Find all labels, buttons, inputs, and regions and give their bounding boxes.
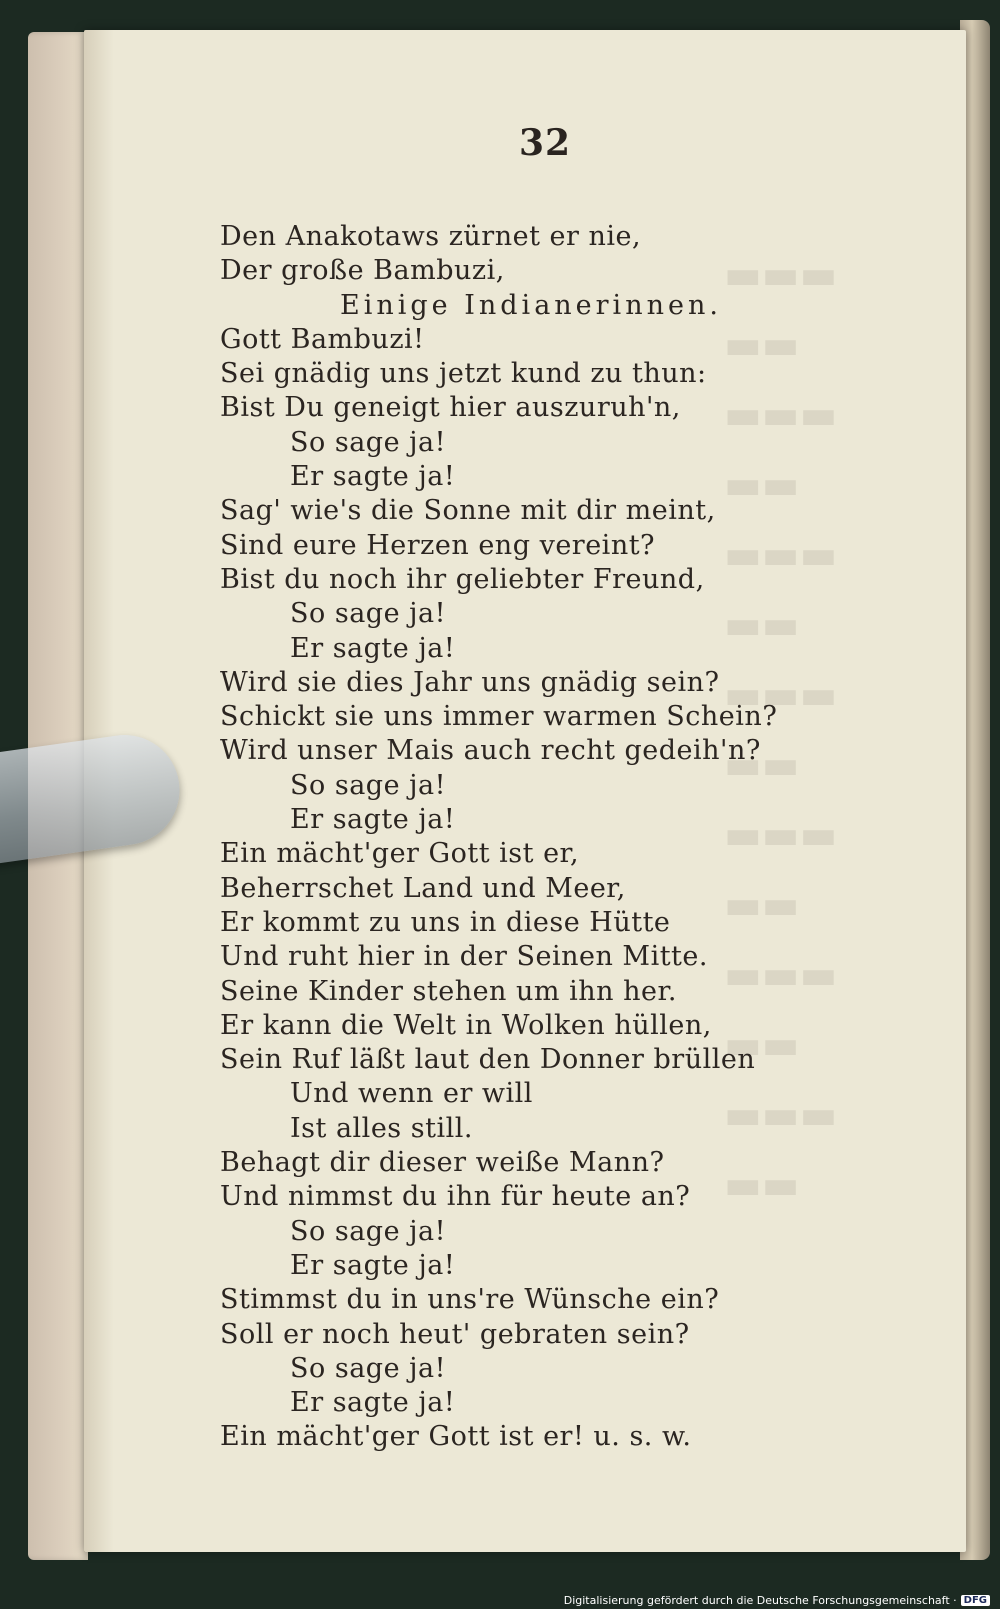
text-line: Wird unser Mais auch recht gedeih'n? <box>220 735 761 767</box>
text-line: Den Anakotaws zürnet er nie, <box>220 221 642 252</box>
text-line: So sage ja! <box>290 426 446 458</box>
text-line: Er sagte ja! <box>290 1249 456 1281</box>
text-line: Beherrschet Land und Meer, <box>220 872 626 904</box>
text-line: So sage ja! <box>290 769 446 801</box>
text-line: Er kann die Welt in Wolken hüllen, <box>220 1009 712 1041</box>
text-line: Schickt sie uns immer warmen Schein? <box>220 701 778 733</box>
text-line: Ein mächt'ger Gott ist er! u. s. w. <box>220 1421 692 1453</box>
page-number: 32 <box>518 122 572 164</box>
bleed-through-texture: ▬▬▬ ▬▬ ▬▬▬ ▬▬ ▬▬▬ ▬▬ ▬▬▬ ▬▬ ▬▬▬ ▬▬ ▬▬▬ ▬▬ ▬▬▬ ▬▬ <box>724 252 838 1208</box>
text-line: Ein mächt'ger Gott ist er, <box>220 838 580 870</box>
text-line: Bist du noch ihr geliebter Freund, <box>220 563 705 595</box>
text-line: Und ruht hier in der Seinen Mitte. <box>220 941 708 973</box>
text-line: So sage ja! <box>290 598 446 630</box>
text-line: Ist alles still. <box>290 1112 473 1144</box>
text-line: So sage ja! <box>290 1215 446 1247</box>
text-line: Sein Ruf läßt laut den Donner brüllen <box>220 1044 756 1076</box>
text-line: Einige Indianerinnen. <box>340 289 722 321</box>
text-line: Sind eure Herzen eng vereint? <box>220 529 656 561</box>
dfg-logo-icon: DFG <box>961 1595 990 1606</box>
text-line: Er sagte ja! <box>290 1387 456 1419</box>
text-line: Wird sie dies Jahr uns gnädig sein? <box>220 666 720 698</box>
text-line: Sei gnädig uns jetzt kund zu thun: <box>220 358 707 390</box>
text-line: Seine Kinder stehen um ihn her. <box>220 975 677 1007</box>
text-line: Sag' wie's die Sonne mit dir meint, <box>220 495 716 527</box>
funding-credit: Digitalisierung gefördert durch die Deutsche Forschungsgemeinschaft · <box>563 1594 957 1607</box>
text-line: Gott Bambuzi! <box>220 323 425 355</box>
text-line: Soll er noch heut' gebraten sein? <box>220 1318 690 1350</box>
text-line: So sage ja! <box>290 1352 446 1384</box>
digitization-footer <box>564 1594 990 1607</box>
text-line: Er kommt zu uns in diese Hütte <box>220 906 671 938</box>
text-line: Der große Bambuzi, <box>220 255 505 287</box>
text-line: Er sagte ja! <box>290 461 456 493</box>
text-line: Stimmst du in uns're Wünsche ein? <box>220 1284 720 1316</box>
text-line: Bist Du geneigt hier auszuruh'n, <box>220 392 681 424</box>
text-line: Und nimmst du ihn für heute an? <box>220 1181 691 1213</box>
text-line: Behagt dir dieser weiße Mann? <box>220 1147 665 1179</box>
text-line: Und wenn er will <box>290 1078 533 1110</box>
text-line: Er sagte ja! <box>290 632 456 664</box>
text-line: Er sagte ja! <box>290 804 456 836</box>
book-page <box>84 30 966 1552</box>
poem-text-block <box>220 220 920 1455</box>
